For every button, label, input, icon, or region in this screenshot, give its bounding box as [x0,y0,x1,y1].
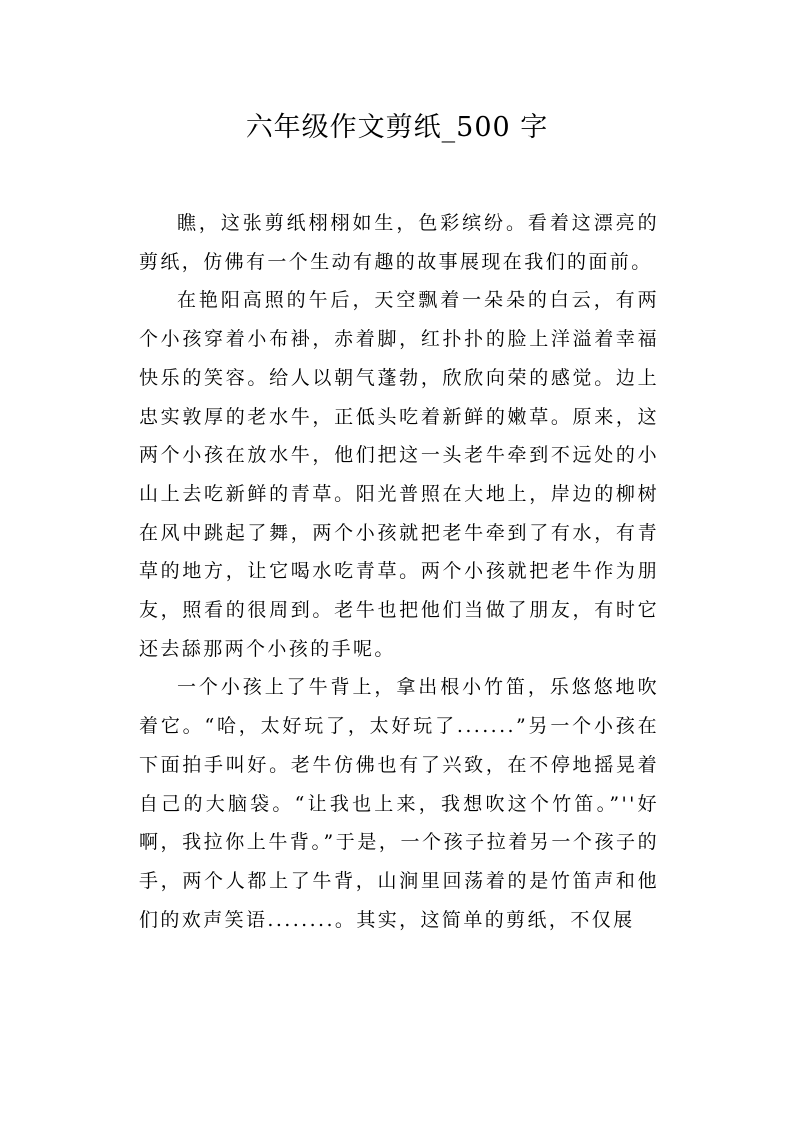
paragraph-3: 一个小孩上了牛背上，拿出根小竹笛，乐悠悠地吹着它。“哈，太好玩了，太好玩了.......”另一个小孩在下面拍手叫好。老牛仿佛也有了兴致，在不停地摇晃着自己的大脑袋。“让我也上来，我想吹这个竹笛。”''好啊，我拉你上牛背。”于是，一个孩子拉着另一个孩子的手，两个人都上了牛背，山涧里回荡着的是竹笛声和他们的欢声笑语........。其实，这简单的剪纸，不仅展 [139,676,659,931]
document-body [139,204,659,939]
document-title: 六年级作文剪纸_500 字 [245,112,549,143]
paragraph-2: 在艳阳高照的午后，天空飘着一朵朵的白云，有两个小孩穿着小布褂，赤着脚，红扑扑的脸上洋溢着幸福快乐的笑容。给人以朝气蓬勃，欣欣向荣的感觉。边上忠实敦厚的老水牛，正低头吃着新鲜的嫩草。原来，这两个小孩在放水牛，他们把这一头老牛牵到不远处的小山上去吃新鲜的青草。阳光普照在大地上，岸边的柳树在风中跳起了舞，两个小孩就把老牛牵到了有水，有青草的地方，让它喝水吃青草。两个小孩就把老牛作为朋友，照看的很周到。老牛也把他们当做了朋友，有时它还去舔那两个小孩的手呢。 [139,289,659,660]
paragraph-1: 瞧，这张剪纸栩栩如生，色彩缤纷。看着这漂亮的剪纸，仿佛有一个生动有趣的故事展现在我们的面前。 [139,212,659,273]
